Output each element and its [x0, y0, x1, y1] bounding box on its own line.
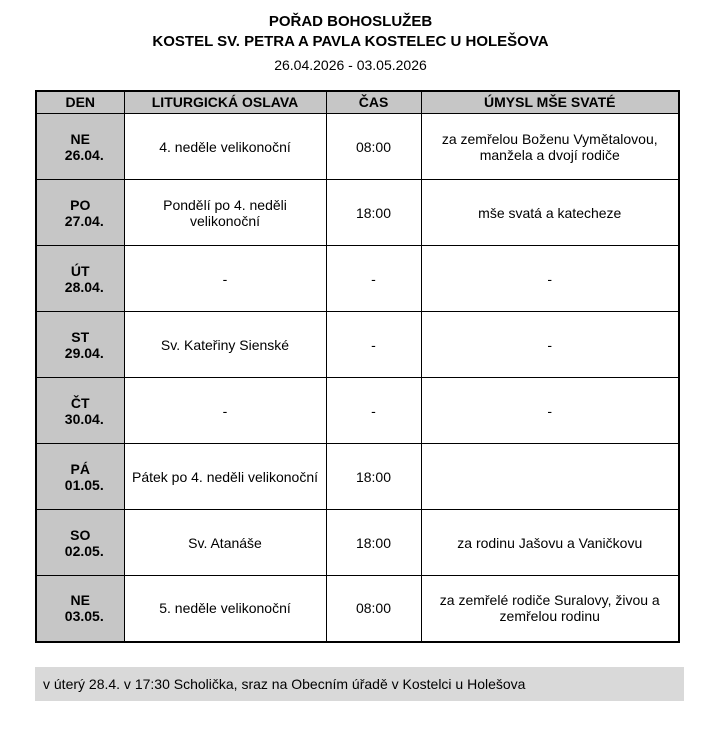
intention-cell: za zemřelou Boženu Vymětalovou, manžela a dvojí rodiče: [421, 114, 679, 180]
day-cell: [36, 576, 124, 642]
intention-cell: -: [421, 312, 679, 378]
table-header-row: [36, 91, 679, 114]
day-abbr: ST: [71, 328, 90, 345]
date-range: 26.04.2026 - 03.05.2026: [274, 56, 427, 73]
day-abbr: ČT: [70, 394, 90, 411]
day-cell: [36, 312, 124, 378]
time-cell: 18:00: [326, 510, 421, 576]
column-header-umysl: ÚMYSL MŠE SVATÉ: [421, 91, 679, 114]
time-cell: 08:00: [326, 576, 421, 642]
celebration-cell: 5. neděle velikonoční: [124, 576, 326, 642]
column-header-cas: ČAS: [326, 91, 421, 114]
time-cell: -: [326, 246, 421, 312]
day-date: 29.04.: [64, 344, 104, 361]
day-date: 03.05.: [64, 608, 104, 625]
day-date: 02.05.: [64, 542, 104, 559]
day-abbr: NE: [70, 130, 90, 147]
day-abbr: ÚT: [70, 262, 90, 279]
day-abbr: PÁ: [70, 460, 90, 477]
day-abbr: NE: [70, 592, 90, 609]
day-cell: [36, 444, 124, 510]
table-row: [36, 510, 679, 576]
celebration-cell: -: [124, 246, 326, 312]
intention-cell: mše svatá a katecheze: [421, 180, 679, 246]
day-cell: [36, 246, 124, 312]
celebration-cell: Sv. Atanáše: [124, 510, 326, 576]
day-cell: [36, 378, 124, 444]
celebration-cell: Sv. Kateřiny Sienské: [124, 312, 326, 378]
intention-cell: za rodinu Jašovu a Vaničkovu: [421, 510, 679, 576]
intention-cell: -: [421, 246, 679, 312]
day-date: 26.04.: [64, 146, 104, 163]
time-cell: 18:00: [326, 444, 421, 510]
day-date: 30.04.: [64, 410, 104, 427]
celebration-cell: 4. neděle velikonoční: [124, 114, 326, 180]
page-header: [0, 0, 701, 76]
column-header-liturgicka-oslava: LITURGICKÁ OSLAVA: [124, 91, 326, 114]
column-header-den: DEN: [36, 91, 124, 114]
intention-cell: [421, 444, 679, 510]
table-row: [36, 180, 679, 246]
table-row: [36, 246, 679, 312]
table-row: [36, 312, 679, 378]
day-date: 28.04.: [64, 278, 104, 295]
celebration-cell: Pondělí po 4. neděli velikonoční: [124, 180, 326, 246]
table-row: [36, 378, 679, 444]
schedule-table: [35, 90, 680, 643]
page-subtitle: KOSTEL SV. PETRA A PAVLA KOSTELEC U HOLEŠOVA: [152, 33, 549, 51]
intention-cell: za zemřelé rodiče Suralovy, živou a zemřelou rodinu: [421, 576, 679, 642]
table-row: [36, 444, 679, 510]
footer-note: v úterý 28.4. v 17:30 Scholička, sraz na Obecním úřadě v Kostelci u Holešova: [35, 667, 684, 701]
table-row: [36, 114, 679, 180]
day-date: 27.04.: [64, 212, 104, 229]
page-title: POŘAD BOHOSLUŽEB: [268, 13, 433, 30]
day-abbr: SO: [70, 526, 91, 543]
celebration-cell: Pátek po 4. neděli velikonoční: [124, 444, 326, 510]
intention-cell: -: [421, 378, 679, 444]
time-cell: 08:00: [326, 114, 421, 180]
time-cell: -: [326, 312, 421, 378]
table-row: [36, 576, 679, 642]
day-date: 01.05.: [64, 476, 104, 493]
time-cell: -: [326, 378, 421, 444]
day-cell: [36, 180, 124, 246]
day-abbr: PO: [70, 196, 91, 213]
time-cell: 18:00: [326, 180, 421, 246]
celebration-cell: -: [124, 378, 326, 444]
day-cell: [36, 114, 124, 180]
day-cell: [36, 510, 124, 576]
